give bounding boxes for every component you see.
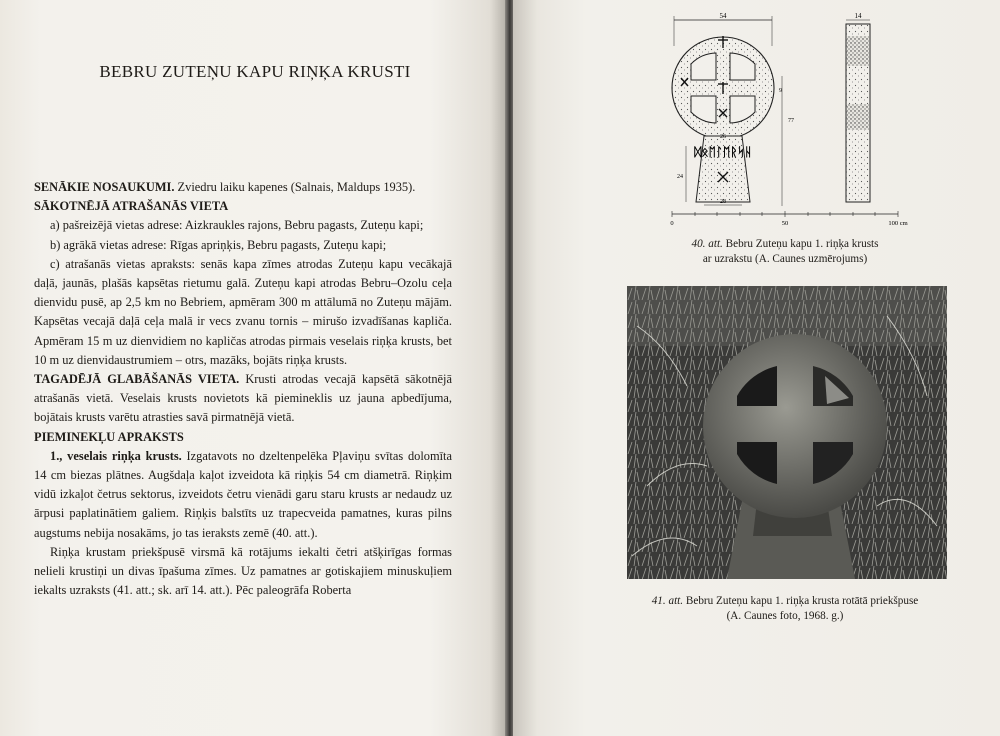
- figure-41-caption: [600, 594, 970, 624]
- dimension-77: 77: [788, 118, 794, 124]
- caption-text: ar uzrakstu (A. Caunes uzmērojums): [702, 253, 868, 265]
- paragraph-decoration: Riņķa krustam priekšpusē virsmā kā rotājums iekalti četri atšķirīgas formas nelieli krustiņi un divas īpašuma zīmes. Uz pamatnes ar gotiskajiem minuskuļiem iekalts uzraksts (41. att.; sk. arī 14. att.). Pēc paleogrāfa Roberta: [34, 544, 452, 598]
- stone-cross-photo-image: [627, 286, 947, 579]
- gothic-inscription: ᛞᛟᛖᛚᛖᚱᛋᚺ: [694, 145, 752, 159]
- figure-40-caption: [620, 237, 950, 267]
- caption-number: 41. att.: [651, 595, 684, 607]
- paragraph-cross-description: [34, 447, 452, 543]
- dimension-24: 24: [677, 174, 683, 180]
- dimension-26: 26: [720, 134, 726, 140]
- scale-label-50: 50: [781, 220, 789, 227]
- paragraph-text: Izgatavots no dzeltenpelēka Pļaviņu svītas dolomīta 14 cm biezas plātnes. Augšdaļa kaļot izveidota kā riņķis 54 cm diametrā. Riņķim vidū izkaļot četrus sektorus, izveidots četru vienādi garu staru krusts ar nedaudz uz ārpusi paplatinātiem galiem. Riņķis balstīts uz trapecveida pamatnes, kuras pilns augstums nebija nosakāms, jo tas ieraksts zemē (40. att.).: [34, 448, 452, 540]
- paragraph-address-a: a) pašreizējā vietas adrese: Aizkraukles rajons, Bebru pagasts, Zuteņu kapi;: [50, 218, 424, 233]
- section-heading: SĀKOTNĒJĀ ATRAŠANĀS VIETA: [34, 199, 229, 214]
- body-text: [34, 178, 452, 600]
- paragraph-address-b: b) agrākā vietas adrese: Rīgas apriņķis, Bebru pagasts, Zuteņu kapi;: [50, 237, 387, 252]
- section-heading: SENĀKIE NOSAUKUMI.: [34, 180, 175, 194]
- section-heading: PIEMINEKĻU APRAKSTS: [34, 429, 184, 444]
- subheading: 1., veselais riņķa krusts.: [50, 448, 182, 463]
- page-title: BEBRU ZUTEŅU KAPU RIŅĶA KRUSTI: [99, 62, 411, 81]
- dimension-thickness: 14: [854, 12, 862, 20]
- paragraph-current-location: [34, 370, 452, 428]
- dimension-width: 54: [719, 12, 727, 20]
- cross-photograph: [627, 286, 947, 579]
- dimension-9: 9: [779, 88, 782, 94]
- paragraph-location-description: c) atrašanās vietas apraksts: senās kapa zīmes atrodas Zuteņu kapu vecākajā daļā, jaunās, plašās kapsētas rietumu galā. Zuteņu kapi atrodas Bebru–Ozolu ceļa dienvidu pusē, ap 2,5 km no Bebriem, apmēram 300 m attālumā no Zuteņu mājām. Kapsētas vecajā daļā ceļa malā ir vecs zvanu tornis – mirušo izvadīšanas kapliča. Apmēram 15 m uz dienvidiem no kapličas atrodas pirmais veselais riņķa krusts, bet 10 m uz dienvidaustrumiem – otrs, mazāks, bojāts riņķa krusts.: [34, 256, 452, 367]
- caption-text: Bebru Zuteņu kapu 1. riņķa krusta rotātā priekšpuse: [683, 595, 919, 607]
- dimension-28: 28: [720, 199, 726, 205]
- paragraph-text: Zviedru laiku kapenes (Salnais, Maldups 1935).: [174, 180, 416, 194]
- cross-measured-drawing: [650, 6, 920, 228]
- caption-text: (A. Caunes foto, 1968. g.): [726, 610, 844, 622]
- caption-text: Bebru Zuteņu kapu 1. riņķa krusts: [722, 238, 879, 250]
- scale-label-100: 100 cm: [888, 220, 908, 227]
- paragraph-text: Krusti atrodas vecajā kapsētā sākotnējā atrašanās vietā. Veselais krusts novietots kā piemineklis uz jauna apbedījuma, bojātais krusts varētu atrasties savā pirmatnējā vietā.: [34, 372, 452, 425]
- section-heading: TAGADĒJĀ GLABĀŠANĀS VIETA.: [34, 372, 240, 387]
- caption-number: 40. att.: [691, 238, 723, 250]
- book-gutter: [505, 0, 513, 736]
- paragraph-older-names: [34, 178, 452, 197]
- scale-label-0: 0: [670, 220, 674, 227]
